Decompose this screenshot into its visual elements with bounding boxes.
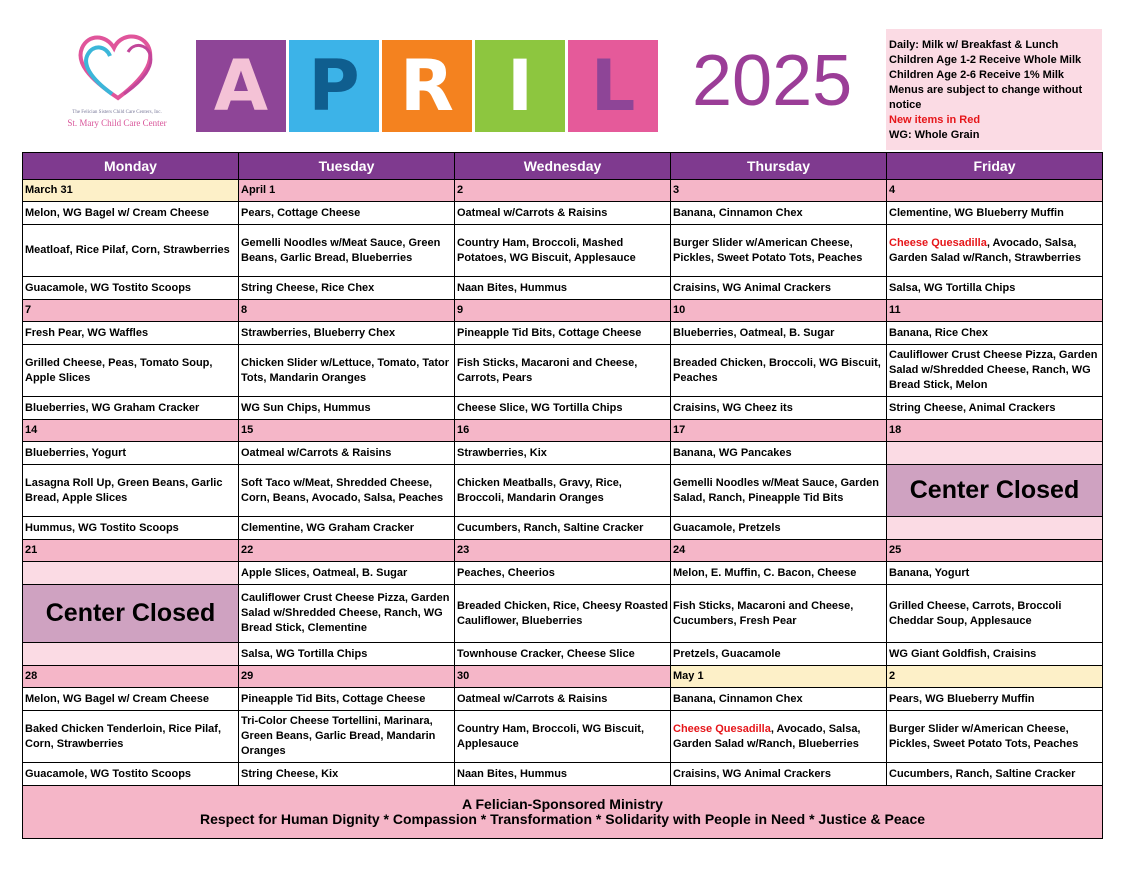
snack-cell: Pretzels, Guacamole xyxy=(671,643,887,666)
snack-row xyxy=(23,277,1103,300)
breakfast-cell: Blueberries, Yogurt xyxy=(23,442,239,465)
center-closed-cell: Center Closed xyxy=(23,585,239,643)
footer-values: Respect for Human Dignity * Compassion * Transformation * Solidarity with People in Need * Justice & Peace xyxy=(199,811,926,827)
date-cell: April 1 xyxy=(239,180,455,202)
lunch-cell: Cauliflower Crust Cheese Pizza, Garden Salad w/Shredded Cheese, Ranch, WG Bread Stick, Clementine xyxy=(239,585,455,643)
new-item-text: Cheese Quesadilla xyxy=(673,722,771,735)
breakfast-cell: Melon, WG Bagel w/ Cream Cheese xyxy=(23,688,239,711)
snack-cell: Clementine, WG Graham Cracker xyxy=(239,517,455,540)
snack-cell: Salsa, WG Tortilla Chips xyxy=(239,643,455,666)
lunch-cell: Gemelli Noodles w/Meat Sauce, Green Beans, Garlic Bread, Blueberries xyxy=(239,225,455,277)
date-cell: 14 xyxy=(23,420,239,442)
snack-row xyxy=(23,643,1103,666)
snack-cell: Craisins, WG Animal Crackers xyxy=(671,277,887,300)
note-line: Children Age 1-2 Receive Whole Milk xyxy=(889,54,1082,66)
lunch-cell xyxy=(887,225,1103,277)
date-cell: 2 xyxy=(887,666,1103,688)
weekday-header: Monday xyxy=(23,153,239,180)
center-logo xyxy=(58,28,176,132)
snack-cell: Townhouse Cracker, Cheese Slice xyxy=(455,643,671,666)
blank-cell xyxy=(887,517,1103,540)
breakfast-row xyxy=(23,442,1103,465)
note-line: WG: Whole Grain xyxy=(889,129,980,141)
lunch-row xyxy=(23,345,1103,397)
snack-cell: Guacamole, WG Tostito Scoops xyxy=(23,277,239,300)
breakfast-cell: Pineapple Tid Bits, Cottage Cheese xyxy=(239,688,455,711)
breakfast-cell: Melon, WG Bagel w/ Cream Cheese xyxy=(23,202,239,225)
lunch-row xyxy=(23,465,1103,517)
lunch-cell: Chicken Slider w/Lettuce, Tomato, Tator Tots, Mandarin Oranges xyxy=(239,345,455,397)
snack-row xyxy=(23,517,1103,540)
snack-cell: Cucumbers, Ranch, Saltine Cracker xyxy=(455,517,671,540)
lunch-cell: Grilled Cheese, Carrots, Broccoli Cheddar Soup, Applesauce xyxy=(887,585,1103,643)
new-item-text: Cheese Quesadilla xyxy=(889,236,987,249)
banner-letter-a: A xyxy=(196,40,286,132)
blank-cell xyxy=(23,562,239,585)
date-row xyxy=(23,666,1103,688)
date-cell: 30 xyxy=(455,666,671,688)
snack-cell: WG Sun Chips, Hummus xyxy=(239,397,455,420)
breakfast-cell: Banana, WG Pancakes xyxy=(671,442,887,465)
breakfast-cell: Clementine, WG Blueberry Muffin xyxy=(887,202,1103,225)
lunch-cell: Baked Chicken Tenderloin, Rice Pilaf, Corn, Strawberries xyxy=(23,711,239,763)
note-line: Menus are subject to change without notice xyxy=(889,84,1083,111)
snack-cell: Craisins, WG Animal Crackers xyxy=(671,763,887,786)
snack-cell: Salsa, WG Tortilla Chips xyxy=(887,277,1103,300)
snack-row xyxy=(23,397,1103,420)
date-cell: 10 xyxy=(671,300,887,322)
lunch-cell: Grilled Cheese, Peas, Tomato Soup, Apple Slices xyxy=(23,345,239,397)
breakfast-cell: Oatmeal w/Carrots & Raisins xyxy=(455,202,671,225)
weekday-header: Thursday xyxy=(671,153,887,180)
snack-cell: Hummus, WG Tostito Scoops xyxy=(23,517,239,540)
lunch-cell: Country Ham, Broccoli, WG Biscuit, Applesauce xyxy=(455,711,671,763)
breakfast-cell: Strawberries, Kix xyxy=(455,442,671,465)
weekday-header: Friday xyxy=(887,153,1103,180)
breakfast-cell: Oatmeal w/Carrots & Raisins xyxy=(455,688,671,711)
banner-letter-r: R xyxy=(382,40,472,132)
snack-cell: Cheese Slice, WG Tortilla Chips xyxy=(455,397,671,420)
weekday-header-row xyxy=(23,153,1103,180)
date-cell: 22 xyxy=(239,540,455,562)
snack-cell: Naan Bites, Hummus xyxy=(455,277,671,300)
breakfast-cell: Pears, Cottage Cheese xyxy=(239,202,455,225)
month-banner xyxy=(196,40,661,132)
logo-name: St. Mary Child Care Center xyxy=(67,118,167,128)
lunch-cell: Burger Slider w/American Cheese, Pickles, Sweet Potato Tots, Peaches xyxy=(671,225,887,277)
breakfast-cell: Banana, Yogurt xyxy=(887,562,1103,585)
hearts-logo-icon xyxy=(68,28,166,108)
banner-letter-p: P xyxy=(289,40,379,132)
breakfast-cell: Blueberries, Oatmeal, B. Sugar xyxy=(671,322,887,345)
lunch-cell: Gemelli Noodles w/Meat Sauce, Garden Salad, Ranch, Pineapple Tid Bits xyxy=(671,465,887,517)
breakfast-cell: Peaches, Cheerios xyxy=(455,562,671,585)
date-row xyxy=(23,420,1103,442)
lunch-text: , Avocado, Salsa, Garden Salad w/Ranch, Blueberries xyxy=(673,722,861,750)
banner-letter-i: I xyxy=(475,40,565,132)
snack-cell: Guacamole, Pretzels xyxy=(671,517,887,540)
lunch-cell: Meatloaf, Rice Pilaf, Corn, Strawberries xyxy=(23,225,239,277)
lunch-row xyxy=(23,225,1103,277)
date-cell: 28 xyxy=(23,666,239,688)
snack-cell: Cucumbers, Ranch, Saltine Cracker xyxy=(887,763,1103,786)
date-cell: 4 xyxy=(887,180,1103,202)
banner-letter-l: L xyxy=(568,40,658,132)
date-cell: 23 xyxy=(455,540,671,562)
breakfast-row xyxy=(23,562,1103,585)
weekday-header: Wednesday xyxy=(455,153,671,180)
lunch-cell: Soft Taco w/Meat, Shredded Cheese, Corn, Beans, Avocado, Salsa, Peaches xyxy=(239,465,455,517)
date-cell: 18 xyxy=(887,420,1103,442)
lunch-cell: Tri-Color Cheese Tortellini, Marinara, Green Beans, Garlic Bread, Mandarin Oranges xyxy=(239,711,455,763)
lunch-text: , Avocado, Salsa, Garden Salad w/Ranch, Strawberries xyxy=(889,236,1081,264)
weekday-header: Tuesday xyxy=(239,153,455,180)
breakfast-row xyxy=(23,202,1103,225)
date-row xyxy=(23,300,1103,322)
menu-calendar xyxy=(22,152,1103,839)
lunch-cell xyxy=(671,711,887,763)
date-cell: March 31 xyxy=(23,180,239,202)
date-row xyxy=(23,180,1103,202)
breakfast-row xyxy=(23,322,1103,345)
breakfast-cell: Banana, Cinnamon Chex xyxy=(671,202,887,225)
date-cell: 7 xyxy=(23,300,239,322)
date-cell: 3 xyxy=(671,180,887,202)
blank-cell xyxy=(23,643,239,666)
snack-cell: String Cheese, Rice Chex xyxy=(239,277,455,300)
blank-cell xyxy=(887,442,1103,465)
note-new-items: New items in Red xyxy=(889,114,981,126)
date-cell: May 1 xyxy=(671,666,887,688)
info-note xyxy=(886,29,1102,150)
snack-cell: Blueberries, WG Graham Cracker xyxy=(23,397,239,420)
lunch-cell: Cauliflower Crust Cheese Pizza, Garden Salad w/Shredded Cheese, Ranch, WG Bread Stick, Melon xyxy=(887,345,1103,397)
logo-subtitle: The Felician Sisters Child Care Centers, Inc. xyxy=(72,110,162,115)
breakfast-cell: Banana, Rice Chex xyxy=(887,322,1103,345)
date-cell: 21 xyxy=(23,540,239,562)
breakfast-cell: Pears, WG Blueberry Muffin xyxy=(887,688,1103,711)
lunch-cell: Burger Slider w/American Cheese, Pickles, Sweet Potato Tots, Peaches xyxy=(887,711,1103,763)
lunch-cell: Fish Sticks, Macaroni and Cheese, Carrots, Pears xyxy=(455,345,671,397)
snack-row xyxy=(23,763,1103,786)
date-cell: 8 xyxy=(239,300,455,322)
breakfast-cell: Oatmeal w/Carrots & Raisins xyxy=(239,442,455,465)
snack-cell: String Cheese, Animal Crackers xyxy=(887,397,1103,420)
date-cell: 16 xyxy=(455,420,671,442)
date-cell: 9 xyxy=(455,300,671,322)
footer-title: A Felician-Sponsored Ministry xyxy=(462,796,663,812)
breakfast-cell: Strawberries, Blueberry Chex xyxy=(239,322,455,345)
breakfast-cell: Apple Slices, Oatmeal, B. Sugar xyxy=(239,562,455,585)
date-cell: 25 xyxy=(887,540,1103,562)
footer-row xyxy=(23,786,1103,839)
note-line: Children Age 2-6 Receive 1% Milk xyxy=(889,69,1065,81)
date-cell: 11 xyxy=(887,300,1103,322)
lunch-cell: Lasagna Roll Up, Green Beans, Garlic Bread, Apple Slices xyxy=(23,465,239,517)
lunch-cell: Chicken Meatballs, Gravy, Rice, Broccoli, Mandarin Oranges xyxy=(455,465,671,517)
snack-cell: String Cheese, Kix xyxy=(239,763,455,786)
center-closed-cell: Center Closed xyxy=(887,465,1103,517)
lunch-cell: Breaded Chicken, Broccoli, WG Biscuit, Peaches xyxy=(671,345,887,397)
snack-cell: Craisins, WG Cheez its xyxy=(671,397,887,420)
date-cell: 15 xyxy=(239,420,455,442)
snack-cell: WG Giant Goldfish, Craisins xyxy=(887,643,1103,666)
date-cell: 24 xyxy=(671,540,887,562)
breakfast-row xyxy=(23,688,1103,711)
snack-cell: Naan Bites, Hummus xyxy=(455,763,671,786)
date-cell: 17 xyxy=(671,420,887,442)
breakfast-cell: Fresh Pear, WG Waffles xyxy=(23,322,239,345)
breakfast-cell: Banana, Cinnamon Chex xyxy=(671,688,887,711)
breakfast-cell: Melon, E. Muffin, C. Bacon, Cheese xyxy=(671,562,887,585)
date-cell: 29 xyxy=(239,666,455,688)
lunch-cell: Country Ham, Broccoli, Mashed Potatoes, WG Biscuit, Applesauce xyxy=(455,225,671,277)
lunch-row xyxy=(23,711,1103,763)
ministry-footer xyxy=(23,786,1103,839)
snack-cell: Guacamole, WG Tostito Scoops xyxy=(23,763,239,786)
breakfast-cell: Pineapple Tid Bits, Cottage Cheese xyxy=(455,322,671,345)
date-row xyxy=(23,540,1103,562)
year-label: 2025 xyxy=(692,41,853,121)
note-line: Daily: Milk w/ Breakfast & Lunch xyxy=(889,39,1059,51)
date-cell: 2 xyxy=(455,180,671,202)
lunch-cell: Breaded Chicken, Rice, Cheesy Roasted Cauliflower, Blueberries xyxy=(455,585,671,643)
lunch-row xyxy=(23,585,1103,643)
lunch-cell: Fish Sticks, Macaroni and Cheese, Cucumbers, Fresh Pear xyxy=(671,585,887,643)
